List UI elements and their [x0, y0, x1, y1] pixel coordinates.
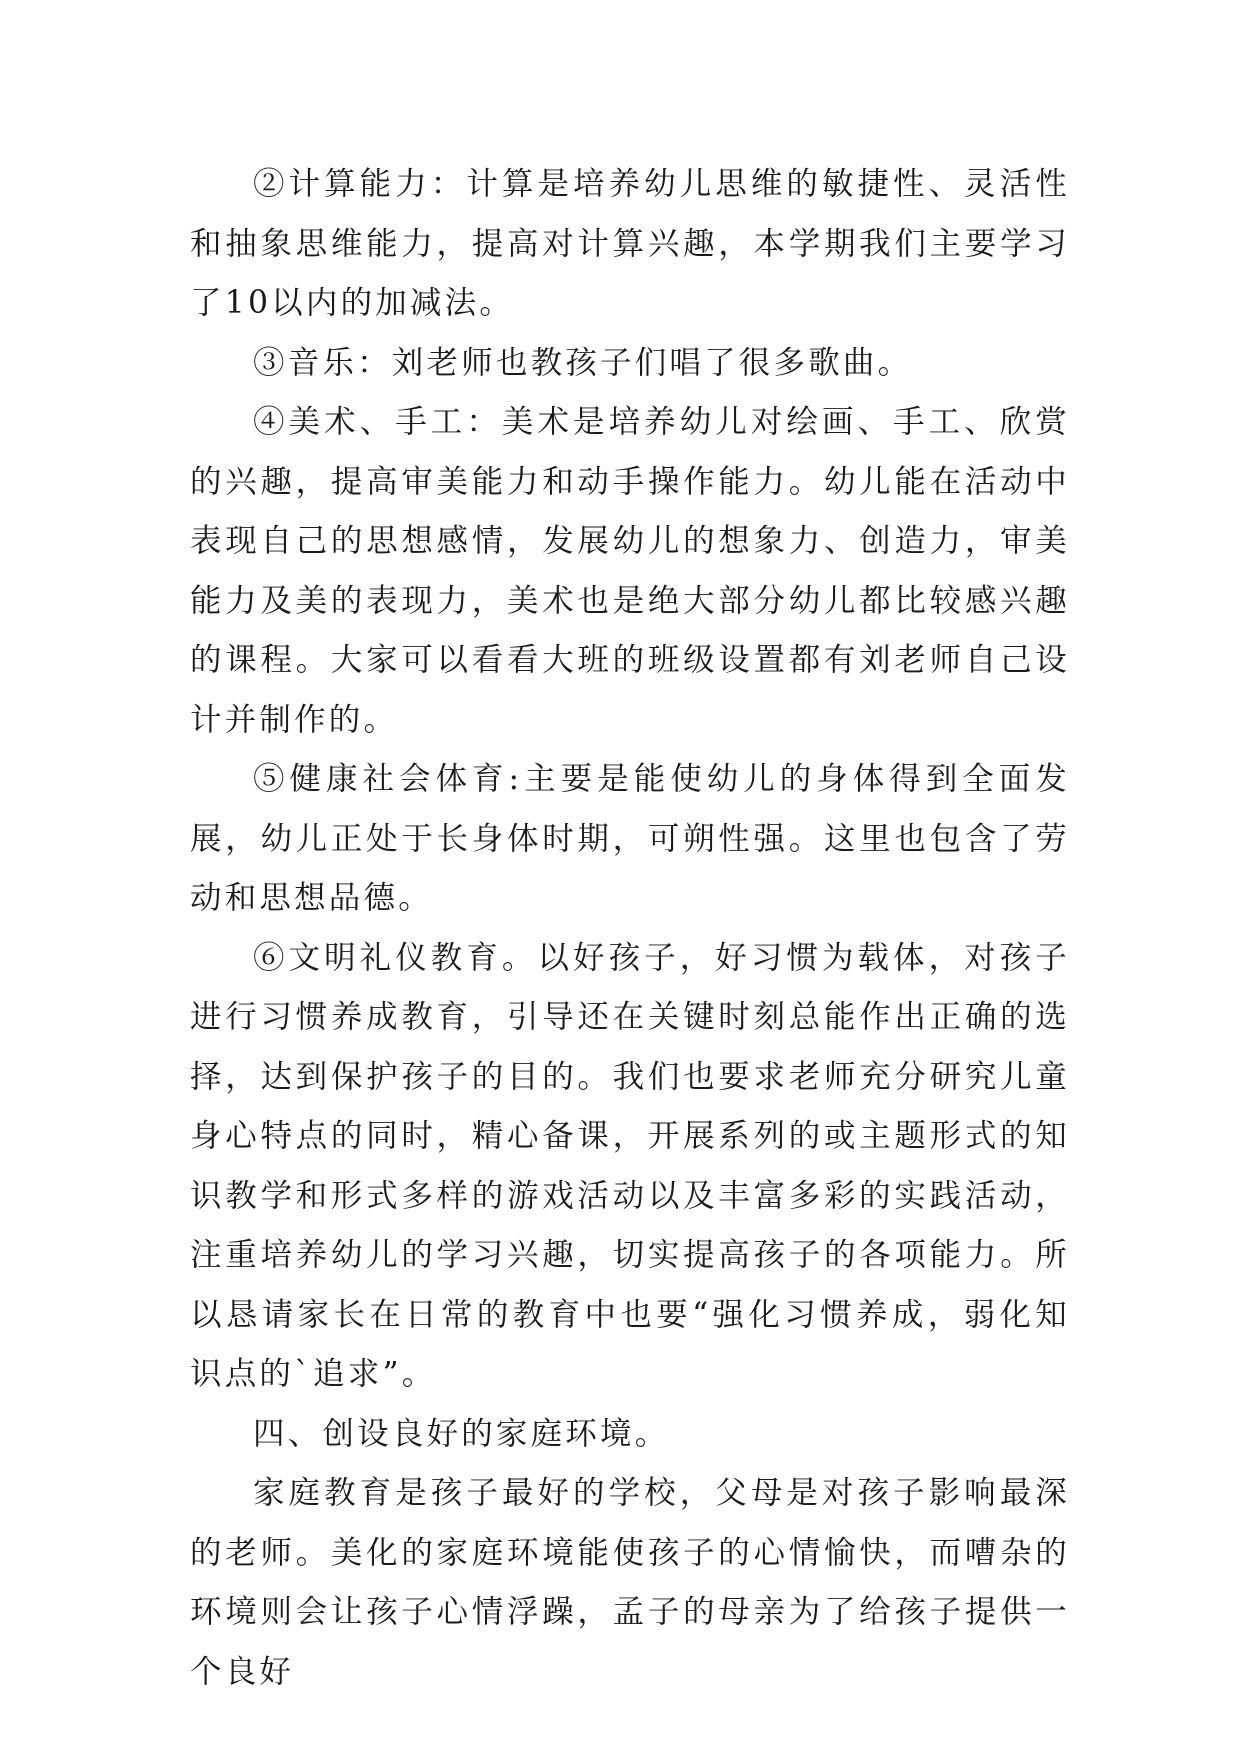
paragraph-health-pe: ⑤健康社会体育:主要是能使幼儿的身体得到全面发展，幼儿正处于长身体时期，可朔性强。这里也包含了劳动和思想品德。: [190, 761, 1070, 916]
paragraph-music: ③音乐：刘老师也教孩子们唱了很多歌曲。: [253, 344, 913, 381]
paragraph-etiquette: ⑥文明礼仪教育。以好孩子，好习惯为载体，对孩子进行习惯养成教育，引导还在关键时刻总能作出正确的选择，达到保护孩子的目的。我们也要求老师充分研究儿童身心特点的同时，精心备课，开展系列的或主题形式的知识教学和形式多样的游戏活动以及丰富多彩的实践活动，注重培养幼儿的学习兴趣，切实提高孩子的各项能力。所以恳请家长在日常的教育中也要“强化习惯养成，弱化知识点的`追求”。: [190, 939, 1070, 1392]
paragraph-art-handcraft: ④美术、手工：美术是培养幼儿对绘画、手工、欣赏的兴趣，提高审美能力和动手操作能力。幼儿能在活动中表现自己的思想感情，发展幼儿的想象力、创造力，审美能力及美的表现力，美术也是绝大部分幼儿都比较感兴趣的课程。大家可以看看大班的班级设置都有刘老师自己设计并制作的。: [190, 404, 1070, 738]
paragraph-family-education: 家庭教育是孩子最好的学校，父母是对孩子影响最深的老师。美化的家庭环境能使孩子的心情愉快，而嘈杂的环境则会让孩子心情浮躁，孟子的母亲为了给孩子提供一个良好: [190, 1475, 1070, 1690]
document-body: [190, 155, 1070, 1702]
section-heading-family-environment: 四、创设良好的家庭环境。: [253, 1415, 670, 1452]
paragraph-calculation: ②计算能力：计算是培养幼儿思维的敏捷性、灵活性和抽象思维能力，提高对计算兴趣，本学期我们主要学习了10以内的加减法。: [190, 166, 1070, 321]
